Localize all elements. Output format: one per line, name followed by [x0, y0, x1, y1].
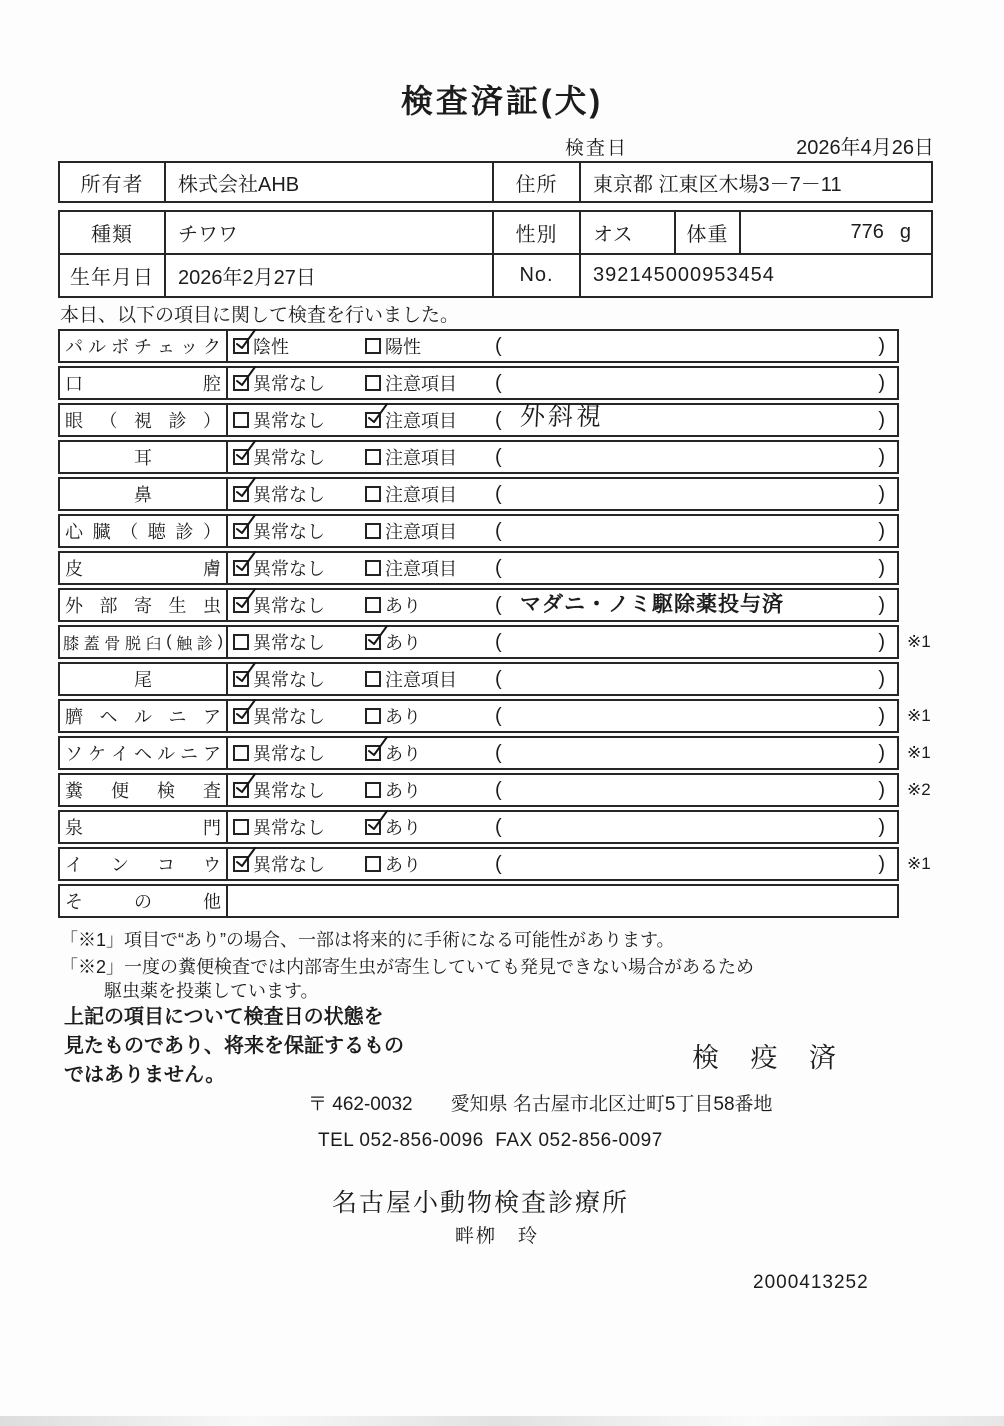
- document-number: 2000413252: [753, 1272, 869, 1293]
- disclaimer-line-1: 上記の項目について検査日の状態を: [64, 1006, 384, 1028]
- table-row-box: [58, 884, 899, 918]
- paren-open: (: [495, 557, 502, 579]
- checkbox-checked-icon: [365, 634, 381, 650]
- option-2: [365, 405, 457, 435]
- owner-table: [58, 161, 933, 203]
- option-1: [233, 738, 325, 768]
- item-result: [228, 627, 897, 657]
- pet-table: [58, 210, 933, 298]
- sex-label: 性別: [492, 212, 579, 253]
- option-2-label: 注意項目: [385, 522, 457, 542]
- clinic-name: 名古屋小動物検査診療所: [332, 1189, 630, 1217]
- table-row: [58, 884, 988, 918]
- paren-close: ): [878, 631, 885, 653]
- option-1: [233, 812, 325, 842]
- breed-label: 種類: [91, 224, 133, 246]
- footnote-ref: ※2: [907, 780, 931, 799]
- paren-open: (: [495, 372, 502, 394]
- checkbox-checked-icon: [233, 338, 249, 354]
- table-row-box: [58, 810, 899, 844]
- table-row-box: [58, 773, 899, 807]
- checkbox-unchecked-icon: [365, 597, 381, 613]
- option-2-label: あり: [385, 818, 421, 838]
- paren-close: ): [878, 742, 885, 764]
- option-1-label: 異常なし: [253, 818, 325, 838]
- item-result: [228, 553, 897, 583]
- paren-open: (: [495, 409, 502, 431]
- weight-number: 776: [850, 221, 884, 243]
- option-1: [233, 849, 325, 879]
- option-2: [365, 664, 457, 694]
- footnote-ref: ※1: [907, 854, 931, 873]
- item-label: そ の 他: [60, 886, 228, 916]
- intro-text: 本日、以下の項目に関して検査を行いました。: [60, 305, 460, 326]
- option-2: [365, 516, 457, 546]
- option-1: [233, 516, 325, 546]
- inspection-date-value: 2026年4月26日: [796, 137, 934, 159]
- table-row: [58, 366, 988, 400]
- breed-value: チワワ: [164, 212, 492, 253]
- table-row-box: [58, 477, 899, 511]
- checkbox-checked-icon: [233, 856, 249, 872]
- option-1: [233, 701, 325, 731]
- option-1-label: 異常なし: [253, 781, 325, 801]
- paren-close: ): [878, 816, 885, 838]
- owner-value: 株式会社AHB: [164, 163, 492, 201]
- paren-open: (: [495, 520, 502, 542]
- item-label: イ ン コ ウ: [60, 849, 228, 879]
- item-result: [228, 812, 897, 842]
- option-2: [365, 442, 457, 472]
- table-row-box: [58, 588, 899, 622]
- item-result: [228, 664, 897, 694]
- paren-open: (: [495, 668, 502, 690]
- option-1-label: 陰性: [253, 337, 289, 357]
- option-1: [233, 664, 325, 694]
- table-row-box: [58, 440, 899, 474]
- option-1: [233, 405, 325, 435]
- option-1: [233, 442, 325, 472]
- item-label: 眼 （ 視 診 ）: [60, 405, 228, 435]
- option-2: [365, 479, 457, 509]
- item-label: 心 臓 （ 聴 診 ）: [60, 516, 228, 546]
- footnote-1: 「※1」項目で“あり”の場合、一部は将来的に手術になる可能性があります。: [60, 930, 675, 950]
- checkbox-checked-icon: [233, 486, 249, 502]
- item-label: 鼻: [60, 479, 228, 509]
- checkbox-checked-icon: [233, 597, 249, 613]
- option-2: [365, 775, 421, 805]
- option-2: [365, 701, 421, 731]
- table-row-box: [58, 551, 899, 585]
- checkbox-unchecked-icon: [365, 782, 381, 798]
- item-result: [228, 775, 897, 805]
- clinic-postal-address: 〒 462-0032 愛知県 名古屋市北区辻町5丁目58番地: [308, 1094, 773, 1115]
- option-2-label: 注意項目: [385, 485, 457, 505]
- table-row-box: [58, 329, 899, 363]
- checkbox-checked-icon: [233, 375, 249, 391]
- finding-text: 外斜視: [519, 403, 605, 431]
- option-1: [233, 479, 325, 509]
- paren-open: (: [495, 705, 502, 727]
- item-result: [228, 886, 897, 916]
- paren-close: ): [878, 520, 885, 542]
- checkbox-checked-icon: [233, 523, 249, 539]
- checkbox-checked-icon: [233, 449, 249, 465]
- paren-open: (: [495, 335, 502, 357]
- option-2-label: あり: [385, 781, 421, 801]
- paren-open: (: [495, 483, 502, 505]
- item-result: [228, 479, 897, 509]
- table-row-box: [58, 625, 899, 659]
- owner-label: 所有者: [80, 173, 144, 196]
- item-result: [228, 738, 897, 768]
- option-1: [233, 368, 325, 398]
- option-1-label: 異常なし: [253, 559, 325, 579]
- paren-close: ): [878, 409, 885, 431]
- option-1: [233, 331, 289, 361]
- table-row-box: [58, 514, 899, 548]
- birthdate-label: 生年月日: [70, 267, 154, 289]
- item-label: 耳: [60, 442, 228, 472]
- checkbox-checked-icon: [365, 819, 381, 835]
- option-2-label: あり: [385, 855, 421, 875]
- checkbox-checked-icon: [233, 708, 249, 724]
- paren-open: (: [495, 853, 502, 875]
- table-row: [58, 736, 988, 770]
- option-2: [365, 553, 457, 583]
- birthdate-value: 2026年2月27日: [164, 255, 492, 296]
- number-value: 392145000953454: [579, 255, 931, 296]
- weight-label: 体重: [674, 212, 739, 253]
- table-row: [58, 662, 988, 696]
- paren-open: (: [495, 594, 502, 616]
- option-1-label: 異常なし: [253, 374, 325, 394]
- table-row-box: [58, 366, 899, 400]
- item-result: [228, 368, 897, 398]
- item-result: [228, 516, 897, 546]
- footnote-2-line-2: 駆虫薬を投薬しています。: [104, 981, 319, 1001]
- checkbox-unchecked-icon: [365, 560, 381, 576]
- footnote-ref: ※1: [907, 743, 931, 762]
- option-1-label: 異常なし: [253, 411, 325, 431]
- disclaimer-line-2: 見たものであり、将来を保証するもの: [64, 1035, 404, 1057]
- option-1: [233, 775, 325, 805]
- item-label: パ ル ボ チ ェ ッ ク: [60, 331, 228, 361]
- table-row: [58, 699, 988, 733]
- item-result: [228, 701, 897, 731]
- option-1-label: 異常なし: [253, 596, 325, 616]
- checkbox-unchecked-icon: [233, 745, 249, 761]
- paren-close: ): [878, 594, 885, 616]
- paren-open: (: [495, 446, 502, 468]
- veterinarian-name: 畔栁 玲: [455, 1226, 540, 1247]
- option-2: [365, 812, 421, 842]
- item-label: 口 腔: [60, 368, 228, 398]
- paren-close: ): [878, 668, 885, 690]
- disclaimer: [64, 1003, 404, 1090]
- table-row: [58, 588, 988, 622]
- inspection-date-label: 検査日: [565, 138, 629, 159]
- option-2: [365, 738, 421, 768]
- table-row: [58, 403, 988, 437]
- table-row-box: [58, 662, 899, 696]
- table-row: [58, 810, 988, 844]
- pet-table-row-2: [60, 253, 931, 296]
- table-row-box: [58, 847, 899, 881]
- inspection-table: [58, 329, 988, 921]
- checkbox-unchecked-icon: [365, 523, 381, 539]
- option-2-label: 注意項目: [385, 559, 457, 579]
- weight-unit: g: [899, 221, 911, 243]
- option-1-label: 異常なし: [253, 522, 325, 542]
- option-2-label: あり: [385, 633, 421, 653]
- paren-close: ): [878, 335, 885, 357]
- disclaimer-line-3: ではありません。: [64, 1064, 226, 1086]
- item-label: 尾: [60, 664, 228, 694]
- table-row: [58, 625, 988, 659]
- checkbox-checked-icon: [365, 412, 381, 428]
- option-2-label: 陽性: [385, 337, 421, 357]
- option-2-label: あり: [385, 707, 421, 727]
- option-2: [365, 590, 421, 620]
- table-row: [58, 329, 988, 363]
- quarantine-stamp: 検 疫 済: [692, 1043, 849, 1073]
- sex-value: オス: [579, 212, 674, 253]
- item-label: 糞 便 検 査: [60, 775, 228, 805]
- paren-close: ): [878, 557, 885, 579]
- checkbox-unchecked-icon: [365, 375, 381, 391]
- checkbox-checked-icon: [233, 560, 249, 576]
- checkbox-unchecked-icon: [233, 412, 249, 428]
- checkbox-unchecked-icon: [365, 708, 381, 724]
- option-2-label: あり: [385, 596, 421, 616]
- checkbox-unchecked-icon: [365, 338, 381, 354]
- option-1-label: 異常なし: [253, 744, 325, 764]
- scan-edge-artifact: [0, 1416, 1004, 1426]
- item-label: 外 部 寄 生 虫: [60, 590, 228, 620]
- table-row-box: [58, 403, 899, 437]
- option-1-label: 異常なし: [253, 855, 325, 875]
- pet-table-row-1: [60, 212, 931, 253]
- option-2-label: 注意項目: [385, 448, 457, 468]
- option-1-label: 異常なし: [253, 448, 325, 468]
- option-1: [233, 590, 325, 620]
- table-row: [58, 847, 988, 881]
- checkbox-checked-icon: [365, 745, 381, 761]
- footnote-ref: ※1: [907, 706, 931, 725]
- clinic-tel-fax: TEL 052-856-0096 FAX 052-856-0097: [318, 1130, 663, 1151]
- checkbox-unchecked-icon: [365, 486, 381, 502]
- item-result: [228, 590, 897, 620]
- option-2: [365, 368, 457, 398]
- option-2-label: 注意項目: [385, 411, 457, 431]
- table-row-box: [58, 699, 899, 733]
- address-value: 東京都 江東区木場3－7－11: [579, 163, 931, 201]
- option-2-label: 注意項目: [385, 374, 457, 394]
- option-2-label: あり: [385, 744, 421, 764]
- option-2: [365, 331, 421, 361]
- option-1: [233, 553, 325, 583]
- checkbox-unchecked-icon: [233, 819, 249, 835]
- checkbox-checked-icon: [233, 782, 249, 798]
- table-row: [58, 514, 988, 548]
- paren-close: ): [878, 446, 885, 468]
- option-1-label: 異常なし: [253, 670, 325, 690]
- footnote-2-line-1: 「※2」一度の糞便検査では内部寄生虫が寄生していても発見できない場合があるため: [60, 957, 755, 977]
- option-1-label: 異常なし: [253, 485, 325, 505]
- paren-close: ): [878, 779, 885, 801]
- table-row: [58, 773, 988, 807]
- item-label: 皮 膚: [60, 553, 228, 583]
- table-row: [58, 551, 988, 585]
- option-2: [365, 627, 421, 657]
- weight-value: [739, 212, 931, 253]
- table-row: [58, 440, 988, 474]
- item-label: ソ ケ イ ヘ ル ニ ア: [60, 738, 228, 768]
- item-label: 臍 ヘ ル ニ ア: [60, 701, 228, 731]
- checkbox-unchecked-icon: [233, 634, 249, 650]
- option-2: [365, 849, 421, 879]
- paren-close: ): [878, 483, 885, 505]
- item-result: [228, 331, 897, 361]
- page-title: 検査済証(犬): [400, 83, 604, 119]
- paren-close: ): [878, 372, 885, 394]
- option-2-label: 注意項目: [385, 670, 457, 690]
- checkbox-unchecked-icon: [365, 449, 381, 465]
- item-result: [228, 442, 897, 472]
- paren-close: ): [878, 853, 885, 875]
- item-result: [228, 849, 897, 879]
- item-result: [228, 405, 897, 435]
- option-1: [233, 627, 325, 657]
- paren-open: (: [495, 779, 502, 801]
- checkbox-checked-icon: [233, 671, 249, 687]
- option-1-label: 異常なし: [253, 707, 325, 727]
- finding-text: マダニ・ノミ駆除薬投与済: [520, 593, 784, 616]
- paren-open: (: [495, 631, 502, 653]
- footnote-ref: ※1: [907, 632, 931, 651]
- checkbox-unchecked-icon: [365, 856, 381, 872]
- number-label: No.: [492, 255, 579, 296]
- address-label: 住所: [492, 163, 579, 201]
- option-1-label: 異常なし: [253, 633, 325, 653]
- paren-close: ): [878, 705, 885, 727]
- item-label: 泉 門: [60, 812, 228, 842]
- paren-open: (: [495, 742, 502, 764]
- paren-open: (: [495, 816, 502, 838]
- checkbox-unchecked-icon: [365, 671, 381, 687]
- table-row: [58, 477, 988, 511]
- table-row-box: [58, 736, 899, 770]
- item-label: 膝 蓋 骨 脱 臼 ( 触 診 ): [60, 627, 228, 657]
